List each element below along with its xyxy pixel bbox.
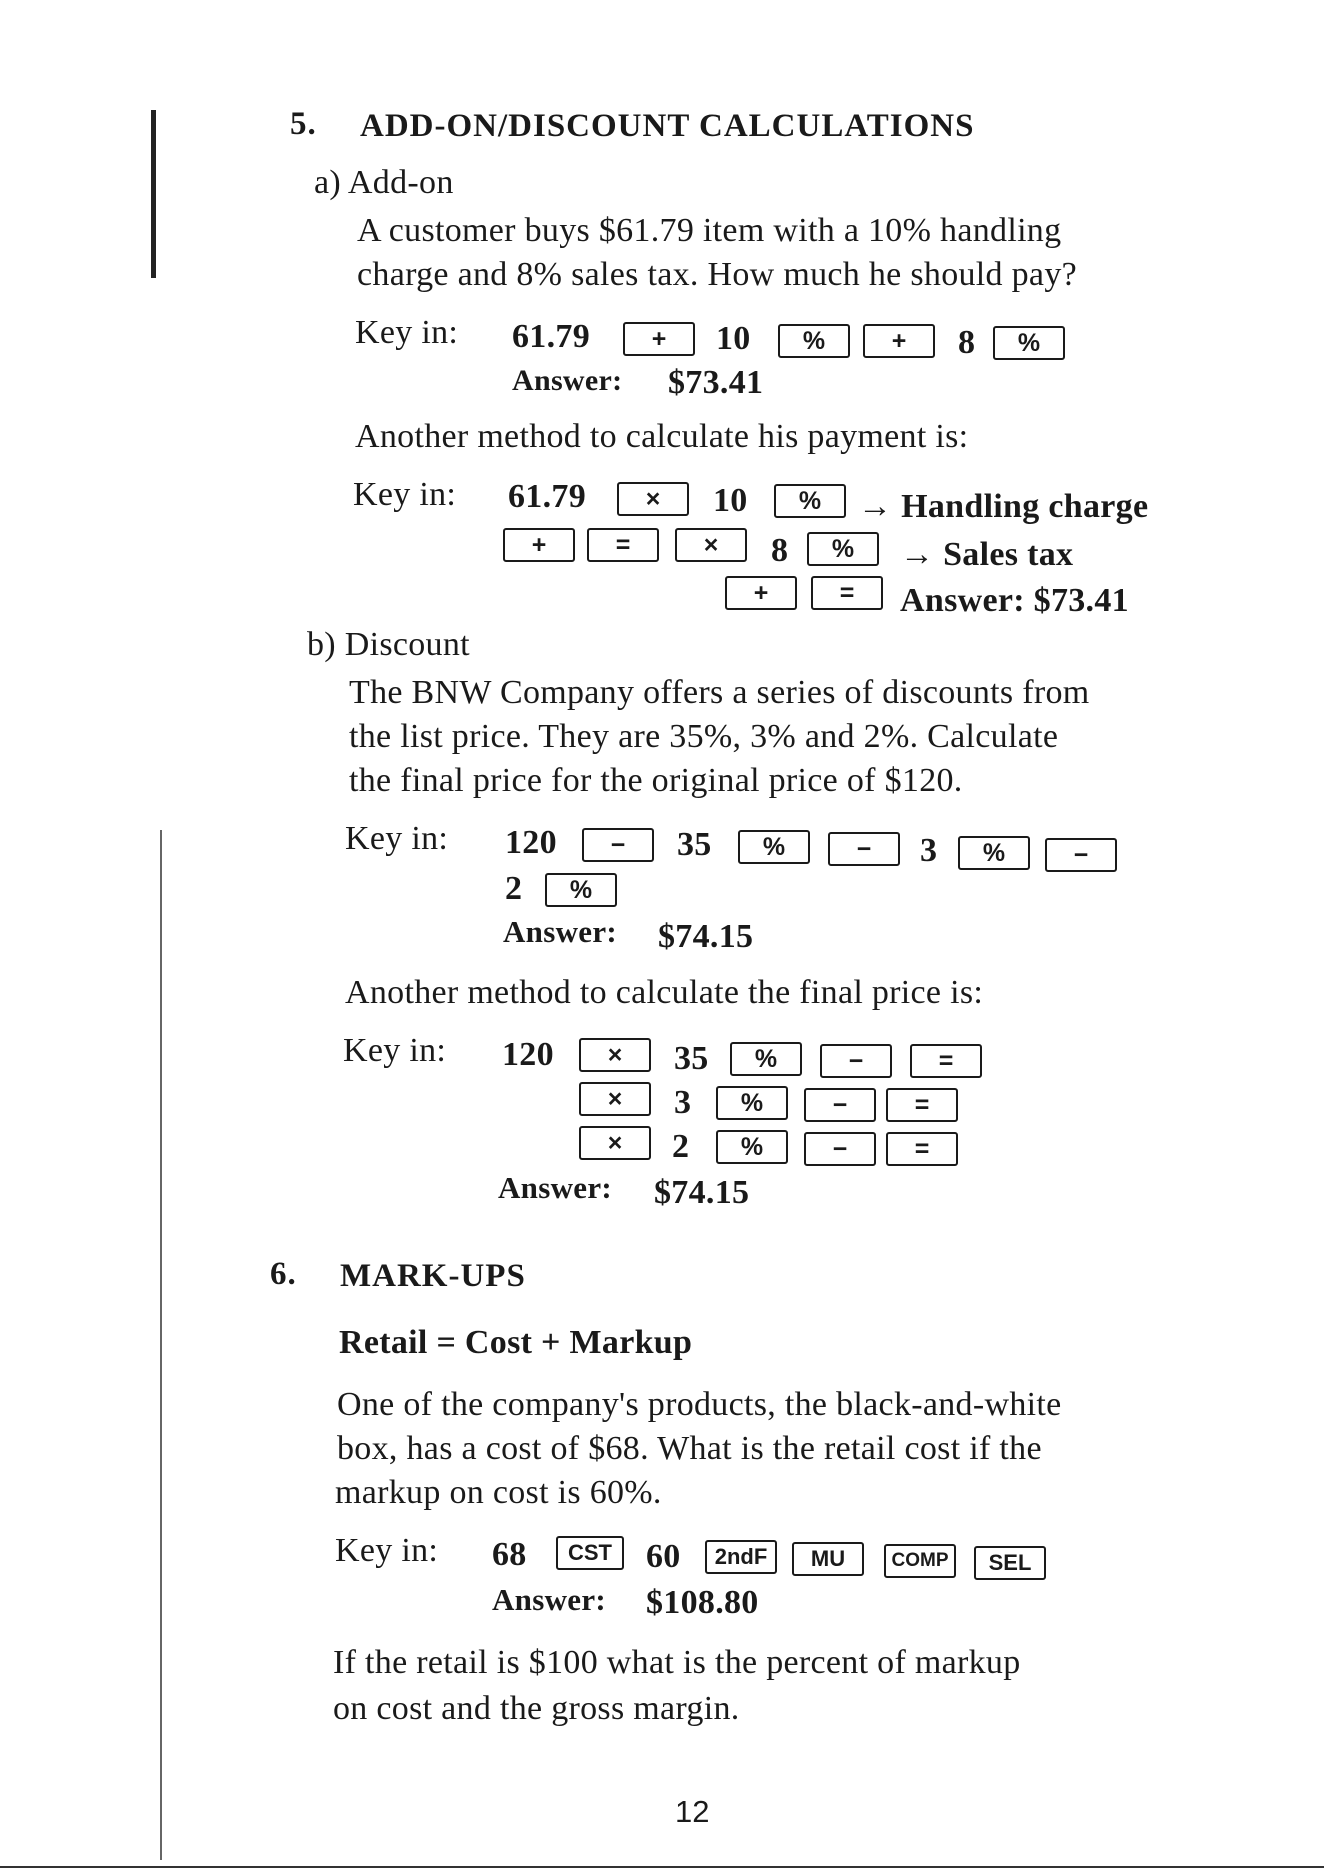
answer-label: Answer:: [492, 1582, 607, 1617]
section-6-title: MARK-UPS: [340, 1258, 526, 1294]
handling-charge-note: → Handling charge: [858, 488, 1149, 525]
markup-paragraph-line: One of the company's products, the black-and-white: [337, 1386, 1062, 1423]
addon-paragraph-line: charge and 8% sales tax. How much he should pay?: [357, 256, 1078, 293]
percent-key: %: [807, 532, 879, 566]
multiply-key: ×: [579, 1126, 651, 1160]
keyin-number: 3: [920, 832, 938, 869]
key-in-label: Key in:: [353, 476, 457, 513]
markup-paragraph-line: box, has a cost of $68. What is the retail cost if the: [337, 1430, 1042, 1467]
plus-key: +: [863, 324, 935, 358]
multiply-key: ×: [675, 528, 747, 562]
multiply-key: ×: [579, 1038, 651, 1072]
equals-key: =: [587, 528, 659, 562]
percent-key: %: [778, 324, 850, 358]
answer-label: Answer:: [498, 1170, 613, 1205]
another-method-text: Another method to calculate the final price is:: [345, 974, 984, 1011]
sales-tax-note: → Sales tax: [900, 536, 1074, 573]
multiply-key: ×: [579, 1082, 651, 1116]
percent-key: %: [738, 830, 810, 864]
keyin-number: 35: [674, 1040, 709, 1077]
equals-key: =: [910, 1044, 982, 1078]
minus-key: −: [804, 1088, 876, 1122]
answer-value: $108.80: [646, 1584, 759, 1621]
answer-label: Answer:: [503, 914, 618, 949]
section-5-number: 5.: [290, 106, 317, 142]
keyin-number: 120: [502, 1036, 554, 1073]
keyin-number: 8: [958, 324, 976, 361]
compute-key: COMP: [884, 1544, 956, 1578]
cst-key: CST: [556, 1536, 624, 1570]
markup-key: MU: [792, 1542, 864, 1576]
addon-paragraph-line: A customer buys $61.79 item with a 10% handling: [357, 212, 1062, 249]
percent-key: %: [993, 326, 1065, 360]
percent-key: %: [545, 873, 617, 907]
plus-key: +: [503, 528, 575, 562]
keyin-number: 61.79: [512, 318, 590, 355]
keyin-number: 61.79: [508, 478, 586, 515]
key-in-label: Key in:: [335, 1532, 439, 1569]
answer-value: $74.15: [654, 1174, 750, 1211]
discount-paragraph-line: the list price. They are 35%, 3% and 2%. Calculate: [349, 718, 1059, 755]
percent-key: %: [730, 1042, 802, 1076]
keyin-number: 60: [646, 1538, 681, 1575]
keyin-number: 8: [771, 532, 789, 569]
percent-key: %: [774, 484, 846, 518]
plus-key: +: [623, 322, 695, 356]
plus-key: +: [725, 576, 797, 610]
minus-key: −: [828, 832, 900, 866]
answer-text: Answer: $73.41: [900, 582, 1129, 619]
select-key: SEL: [974, 1546, 1046, 1580]
keyin-number: 2: [505, 870, 523, 907]
keyin-number: 10: [713, 482, 748, 519]
minus-key: −: [582, 828, 654, 862]
key-in-label: Key in:: [355, 314, 459, 351]
keyin-number: 68: [492, 1536, 527, 1573]
markup-paragraph-line: markup on cost is 60%.: [335, 1474, 662, 1511]
subsection-a-label: a) Add-on: [314, 164, 454, 201]
another-method-text: Another method to calculate his payment is:: [355, 418, 969, 455]
scan-bottom-line: [0, 1866, 1324, 1868]
equals-key: =: [886, 1088, 958, 1122]
markup-question-line: If the retail is $100 what is the percent of markup: [333, 1644, 1021, 1681]
key-in-label: Key in:: [343, 1032, 447, 1069]
keyin-number: 10: [716, 320, 751, 357]
discount-paragraph-line: the final price for the original price of $120.: [349, 762, 963, 799]
subsection-b-label: b) Discount: [307, 626, 470, 663]
markup-question-line: on cost and the gross margin.: [333, 1690, 740, 1727]
keyin-number: 3: [674, 1084, 692, 1121]
discount-paragraph-line: The BNW Company offers a series of discounts from: [349, 674, 1090, 711]
percent-key: %: [958, 836, 1030, 870]
markup-formula: Retail = Cost + Markup: [339, 1324, 693, 1361]
equals-key: =: [811, 576, 883, 610]
key-in-label: Key in:: [345, 820, 449, 857]
section-6-number: 6.: [270, 1256, 297, 1292]
minus-key: −: [804, 1132, 876, 1166]
page-number: 12: [675, 1794, 710, 1829]
keyin-number: 2: [672, 1128, 690, 1165]
second-function-key: 2ndF: [705, 1540, 777, 1574]
percent-key: %: [716, 1086, 788, 1120]
section-5-title: ADD-ON/DISCOUNT CALCULATIONS: [360, 108, 975, 144]
minus-key: −: [1045, 838, 1117, 872]
scan-edge-mark: [151, 110, 156, 278]
equals-key: =: [886, 1132, 958, 1166]
minus-key: −: [820, 1044, 892, 1078]
scan-edge-line: [160, 830, 162, 1860]
answer-label: Answer:: [512, 364, 623, 397]
multiply-key: ×: [617, 482, 689, 516]
keyin-number: 35: [677, 826, 712, 863]
keyin-number: 120: [505, 824, 557, 861]
answer-value: $73.41: [668, 364, 764, 401]
answer-value: $74.15: [658, 918, 754, 955]
percent-key: %: [716, 1130, 788, 1164]
